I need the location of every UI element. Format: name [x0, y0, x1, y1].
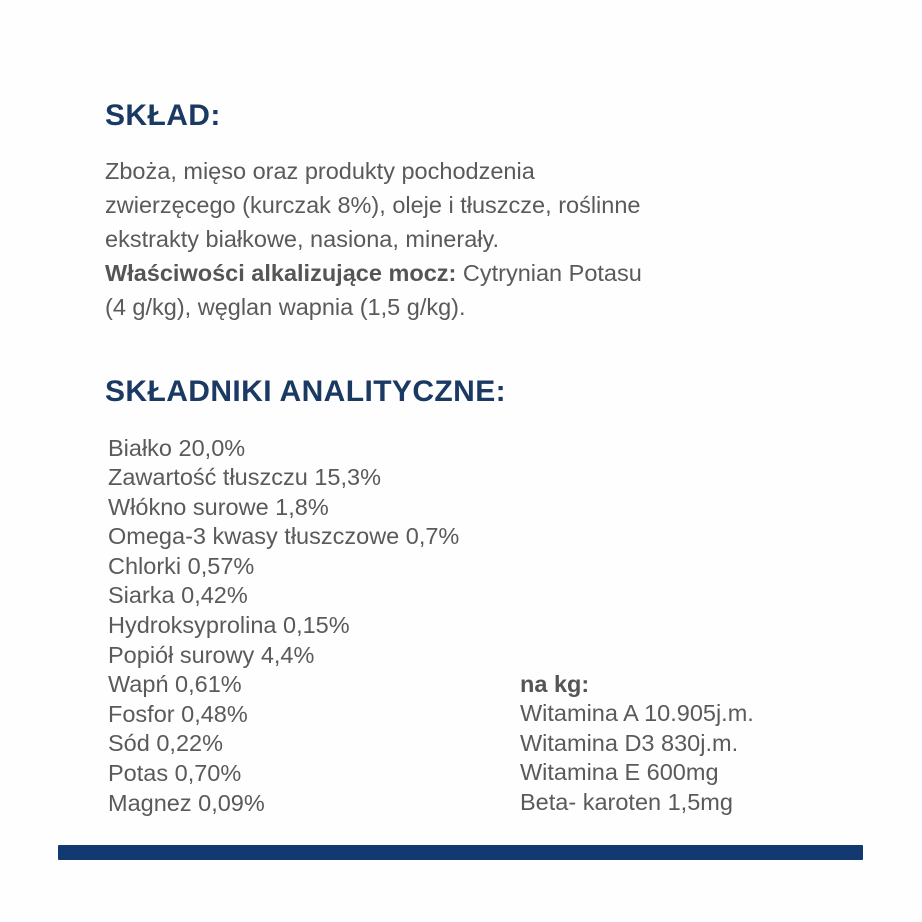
nutrient-row: Białko 20,0% — [108, 434, 246, 461]
urine-alkalising-label: Właściwości alkalizujące mocz: — [105, 259, 457, 286]
composition-line-1: Zboża, mięso oraz produkty pochodzenia — [105, 157, 535, 184]
composition-heading: SKŁAD: — [105, 99, 221, 132]
composition-line-2: zwierzęcego (kurczak 8%), oleje i tłuszcze, roślinne — [105, 191, 641, 218]
vitamin-row: Witamina E 600mg — [520, 759, 719, 786]
nutrient-row: Chlorki 0,57% — [108, 552, 255, 579]
nutrient-row: Hydroksyprolina 0,15% — [108, 612, 350, 639]
analytical-section — [105, 376, 865, 834]
vitamin-list — [520, 670, 860, 818]
per-kilogram-label: na kg: — [520, 670, 590, 697]
nutrient-row: Omega-3 kwasy tłuszczowe 0,7% — [108, 523, 460, 550]
vitamin-row: Witamina A 10.905j.m. — [520, 700, 754, 727]
composition-line-3: ekstrakty białkowe, nasiona, minerały. — [105, 225, 500, 252]
nutrient-row: Zawartość tłuszczu 15,3% — [108, 464, 381, 491]
vitamin-row: Witamina D3 830j.m. — [520, 729, 739, 756]
nutrient-row: Sód 0,22% — [108, 730, 223, 757]
nutrient-row: Siarka 0,42% — [108, 582, 248, 609]
nutrient-row: Magnez 0,09% — [108, 789, 265, 816]
nutrient-list — [108, 434, 508, 819]
bottom-divider-rule — [58, 845, 863, 860]
urine-alkalising-value: Cytrynian Potasu — [456, 259, 642, 286]
nutrient-row: Popiół surowy 4,4% — [108, 641, 315, 668]
composition-line-4 — [105, 256, 805, 290]
nutrient-row: Potas 0,70% — [108, 760, 242, 787]
vitamin-row: Beta- karoten 1,5mg — [520, 788, 733, 815]
composition-line-5: (4 g/kg), węglan wapnia (1,5 g/kg). — [105, 293, 466, 320]
nutrient-row: Wapń 0,61% — [108, 671, 242, 698]
composition-section — [105, 100, 835, 324]
nutrient-row: Fosfor 0,48% — [108, 700, 248, 727]
analytical-columns — [105, 434, 865, 834]
nutrient-row: Włókno surowe 1,8% — [108, 493, 329, 520]
composition-body — [105, 154, 805, 324]
analytical-heading: SKŁADNIKI ANALITYCZNE: — [105, 375, 506, 408]
